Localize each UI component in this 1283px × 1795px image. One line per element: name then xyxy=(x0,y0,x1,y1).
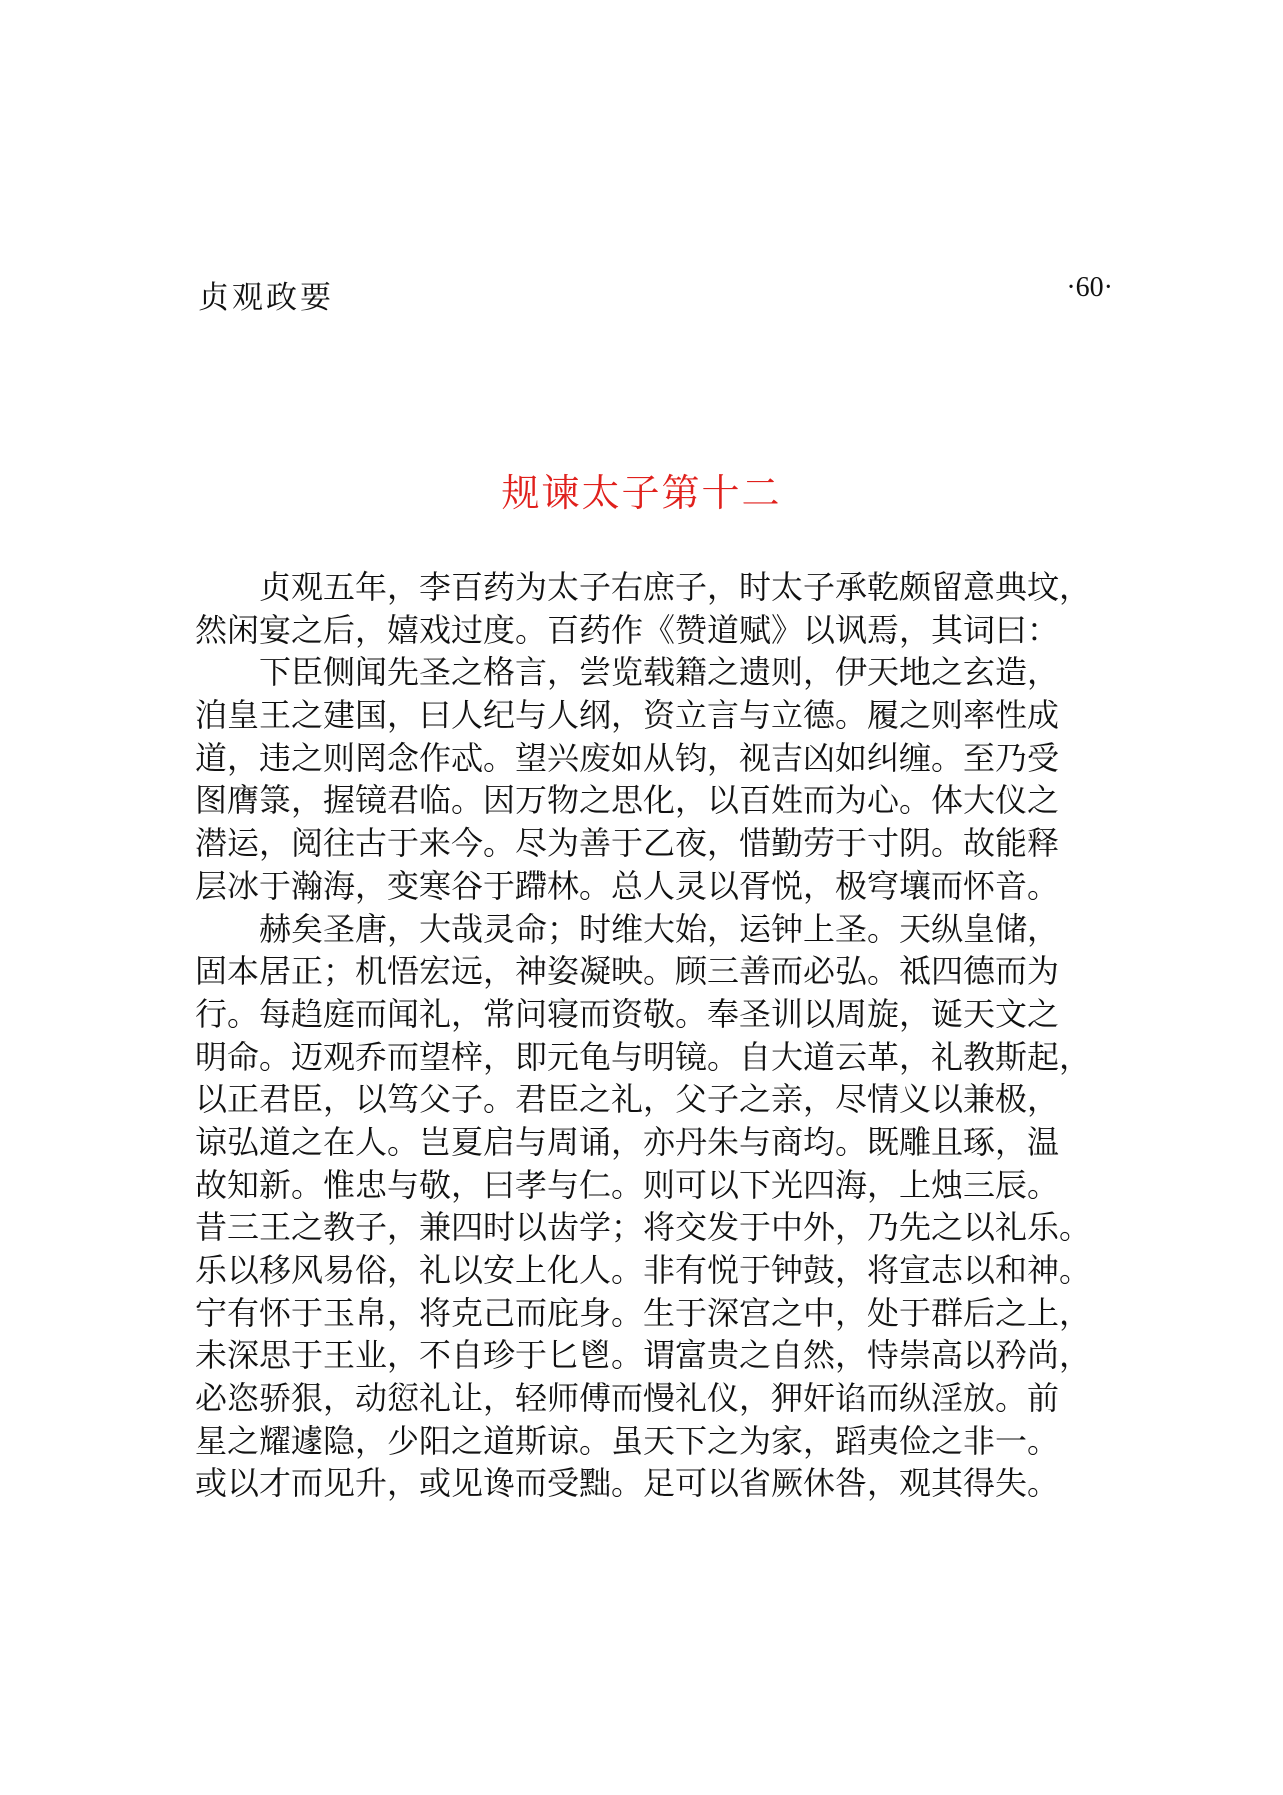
text-line: 行。每趋庭而闻礼，常问寝而资敬。奉圣训以周旋，诞天文之 xyxy=(195,994,1060,1033)
text-line: 潜运，阅往古于来今。尽为善于乙夜，惜勤劳于寸阴。故能释 xyxy=(195,824,1060,863)
text-line: 下臣侧闻先圣之格言，尝览载籍之遗则，伊天地之玄造， xyxy=(259,653,1060,692)
text-line: 洎皇王之建国，曰人纪与人纲，资立言与立德。履之则率性成 xyxy=(195,696,1060,735)
text-line: 必恣骄狠，动愆礼让，轻师傅而慢礼仪，狎奸谄而纵淫放。前 xyxy=(195,1379,1060,1418)
text-line: 贞观五年，李百药为太子右庶子，时太子承乾颇留意典坟， xyxy=(259,568,1092,606)
text-line: 明命。迈观乔而望梓，即元龟与明镜。自大道云革，礼教斯起， xyxy=(195,1037,1092,1076)
text-line: 固本居正；机悟宏远，神姿凝映。顾三善而必弘。祗四德而为 xyxy=(195,952,1060,991)
text-line: 然闲宴之后，嬉戏过度。百药作《赞道赋》以讽焉，其词曰： xyxy=(195,610,1060,649)
text-line: 星之耀遽隐，少阳之道斯谅。虽天下之为家，蹈夷俭之非一。 xyxy=(195,1421,1060,1460)
text-line: 未深思于王业，不自珍于匕鬯。谓富贵之自然，恃崇高以矜尚， xyxy=(195,1336,1092,1375)
page-number: ·60· xyxy=(1066,272,1113,303)
running-head-book-title: 贞观政要 xyxy=(198,280,334,316)
text-line: 道，违之则罔念作忒。望兴废如从钧，视吉凶如纠缠。至乃受 xyxy=(195,738,1060,777)
text-line: 昔三王之教子，兼四时以齿学；将交发于中外，乃先之以礼乐。 xyxy=(195,1208,1092,1247)
text-line: 赫矣圣唐，大哉灵命；时维大始，运钟上圣。天纵皇储， xyxy=(259,909,1060,948)
text-line: 乐以移风易俗，礼以安上化人。非有悦于钟鼓，将宣志以和神。 xyxy=(195,1251,1092,1289)
text-line: 图膺箓，握镜君临。因万物之思化，以百姓而为心。体大仪之 xyxy=(195,781,1060,820)
text-line: 以正君臣，以笃父子。君臣之礼，父子之亲，尽情义以兼极， xyxy=(195,1080,1060,1119)
text-line: 宁有怀于玉帛，将克己而庇身。生于深宫之中，处于群后之上， xyxy=(195,1293,1092,1332)
text-line: 故知新。惟忠与敬，曰孝与仁。则可以下光四海，上烛三辰。 xyxy=(195,1165,1060,1204)
body-text xyxy=(195,566,1105,1505)
text-line: 或以才而见升，或见谗而受黜。足可以省厥休咎，观其得失。 xyxy=(195,1464,1060,1503)
chapter-title: 规谏太子第十二 xyxy=(501,471,782,515)
text-line: 层冰于瀚海，变寒谷于蹛林。总人灵以胥悦，极穹壤而怀音。 xyxy=(195,866,1060,905)
text-line: 谅弘道之在人。岂夏启与周诵，亦丹朱与商均。既雕且琢，温 xyxy=(195,1122,1060,1161)
